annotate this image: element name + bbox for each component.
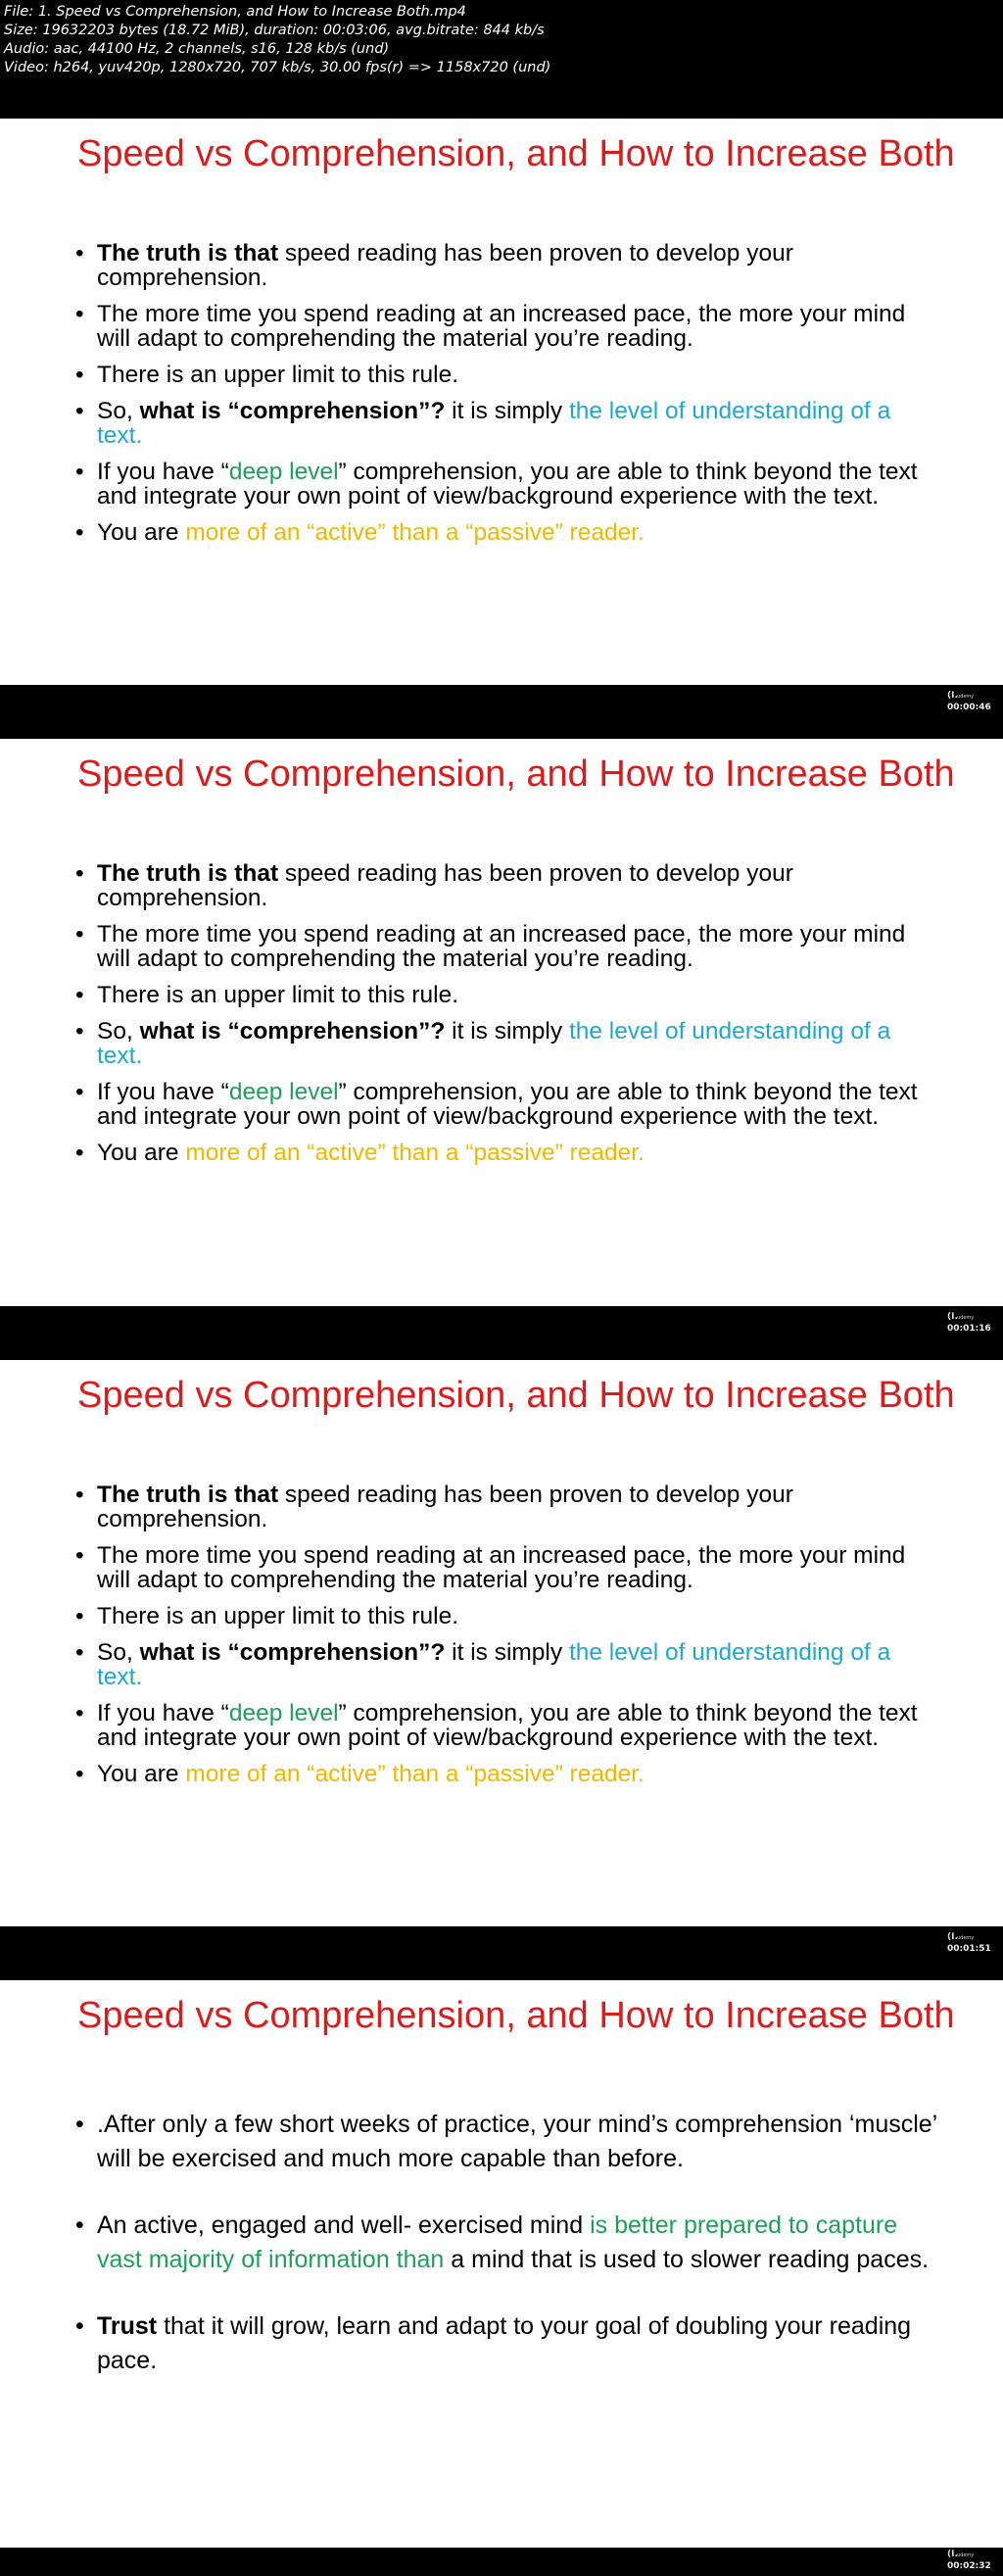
video-frame-1 xyxy=(0,119,1003,739)
timestamp: 00:01:51 xyxy=(947,1944,991,1954)
slide xyxy=(0,739,1003,1306)
timestamp: 00:00:46 xyxy=(947,703,991,712)
slide-title: Speed vs Comprehension, and How to Increase Both xyxy=(77,1995,955,2036)
highlight-blue: the level of understanding of a text. xyxy=(97,1639,891,1690)
udemy-logo-icon: (I. xyxy=(947,2550,958,2559)
bullet-item: • The more time you spend reading at an increased pace, the more your mind will adapt to comprehending the material you’re reading. xyxy=(77,302,939,351)
bullet-list xyxy=(77,861,939,1177)
bullet-item: • The truth is that speed reading has been proven to develop your comprehension. xyxy=(77,1482,939,1531)
frame-strip xyxy=(0,1926,1003,1980)
bullet-item: • There is an upper limit to this rule. xyxy=(77,363,939,387)
video-info-header xyxy=(0,0,1003,119)
slide-title: Speed vs Comprehension, and How to Increase Both xyxy=(77,1375,955,1416)
bullet-item: • The more time you spend reading at an increased pace, the more your mind will adapt to comprehending the material you’re reading. xyxy=(77,922,939,971)
bullet-item: • So, what is “comprehension”? it is simply the level of understanding of a text. xyxy=(77,1640,939,1689)
udemy-logo: (I. udemy 00:02:32 xyxy=(947,2550,991,2571)
bullet-item: • So, what is “comprehension”? it is simply the level of understanding of a text. xyxy=(77,399,939,448)
video-line: Video: h264, yuv420p, 1280x720, 707 kb/s, 30.00 fps(r) => 1158x720 (und) xyxy=(4,60,551,75)
timestamp: 00:02:32 xyxy=(947,2561,991,2571)
frame-strip xyxy=(0,1306,1003,1360)
highlight-yellow: more of an “active” than a “passive” reader. xyxy=(185,519,645,546)
bullet-item: • If you have “deep level” comprehension, you are able to think beyond the text and integrate your own point of view/background experience with the text. xyxy=(77,1080,939,1129)
bullet-item: • If you have “deep level” comprehension, you are able to think beyond the text and integrate your own point of view/background experience with the text. xyxy=(77,460,939,509)
bold-text: The truth is that xyxy=(97,1482,279,1508)
bullet-item: • Trust that it will grow, learn and adapt to your goal of doubling your reading pace. xyxy=(77,2309,939,2378)
bullet-item: • So, what is “comprehension”? it is simply the level of understanding of a text. xyxy=(77,1019,939,1068)
highlight-green: is better prepared to capture vast majority of information than xyxy=(97,2211,898,2273)
frame-strip xyxy=(0,685,1003,739)
highlight-blue: the level of understanding of a text. xyxy=(97,398,891,449)
highlight-blue: the level of understanding of a text. xyxy=(97,1018,891,1069)
bullet-list xyxy=(77,1482,939,1798)
highlight-green: deep level xyxy=(228,459,339,485)
bold-text: The truth is that xyxy=(97,860,279,887)
bold-text: what is “comprehension”? xyxy=(139,398,446,424)
bullet-item: • The truth is that speed reading has been proven to develop your comprehension. xyxy=(77,861,939,910)
video-frame-4 xyxy=(0,1980,1003,2576)
highlight-yellow: more of an “active” than a “passive” reader. xyxy=(185,1761,645,1787)
slide xyxy=(0,1360,1003,1926)
size-line: Size: 19632203 bytes (18.72 MiB), duration: 00:03:06, avg.bitrate: 844 kb/s xyxy=(4,23,545,38)
bullet-item: • You are more of an “active” than a “passive” reader. xyxy=(77,1141,939,1165)
bullet-item: • .After only a few short weeks of practice, your mind’s comprehension ‘muscle’ will be exercised and much more capable than before. xyxy=(77,2108,939,2176)
slide xyxy=(0,119,1003,685)
bullet-item: • An active, engaged and well- exercised mind is better prepared to capture vast majority of information than a mind that is used to slower reading paces. xyxy=(77,2209,939,2277)
bold-text: The truth is that xyxy=(97,240,279,267)
video-frame-3 xyxy=(0,1360,1003,1980)
file-name-line: File: 1. Speed vs Comprehension, and How to Increase Both.mp4 xyxy=(4,4,466,20)
slide-title: Speed vs Comprehension, and How to Increase Both xyxy=(77,753,955,795)
udemy-logo: (I. udemy 00:01:16 xyxy=(947,1312,991,1334)
bullet-item: • The truth is that speed reading has been proven to develop your comprehension. xyxy=(77,241,939,290)
highlight-yellow: more of an “active” than a “passive” reader. xyxy=(185,1140,645,1166)
udemy-logo: (I. udemy 00:01:51 xyxy=(947,1932,991,1954)
bullet-list xyxy=(77,241,939,557)
frame-strip xyxy=(0,2548,1003,2576)
bullet-item: • There is an upper limit to this rule. xyxy=(77,1604,939,1628)
slide xyxy=(0,1980,1003,2548)
udemy-logo-icon: (I. xyxy=(947,1312,958,1322)
bullet-item: • The more time you spend reading at an increased pace, the more your mind will adapt to comprehending the material you’re reading. xyxy=(77,1543,939,1592)
bullet-list xyxy=(77,2108,939,2410)
highlight-green: deep level xyxy=(228,1700,339,1726)
udemy-logo-icon: (I. xyxy=(947,691,958,701)
video-frame-2 xyxy=(0,739,1003,1360)
timestamp: 00:01:16 xyxy=(947,1324,991,1334)
bold-text: what is “comprehension”? xyxy=(139,1639,446,1666)
bullet-item: • There is an upper limit to this rule. xyxy=(77,983,939,1007)
highlight-green: deep level xyxy=(228,1079,339,1105)
bullet-item: • If you have “deep level” comprehension, you are able to think beyond the text and integrate your own point of view/background experience with the text. xyxy=(77,1701,939,1750)
bullet-item: • You are more of an “active” than a “passive” reader. xyxy=(77,1762,939,1786)
bold-text: what is “comprehension”? xyxy=(139,1018,446,1045)
audio-line: Audio: aac, 44100 Hz, 2 channels, s16, 128 kb/s (und) xyxy=(4,41,390,57)
bullet-item: • You are more of an “active” than a “passive” reader. xyxy=(77,520,939,545)
bold-text: Trust xyxy=(97,2312,158,2340)
udemy-logo: (I. udemy 00:00:46 xyxy=(947,691,991,712)
slide-title: Speed vs Comprehension, and How to Increase Both xyxy=(77,133,955,174)
udemy-logo-icon: (I. xyxy=(947,1932,958,1942)
